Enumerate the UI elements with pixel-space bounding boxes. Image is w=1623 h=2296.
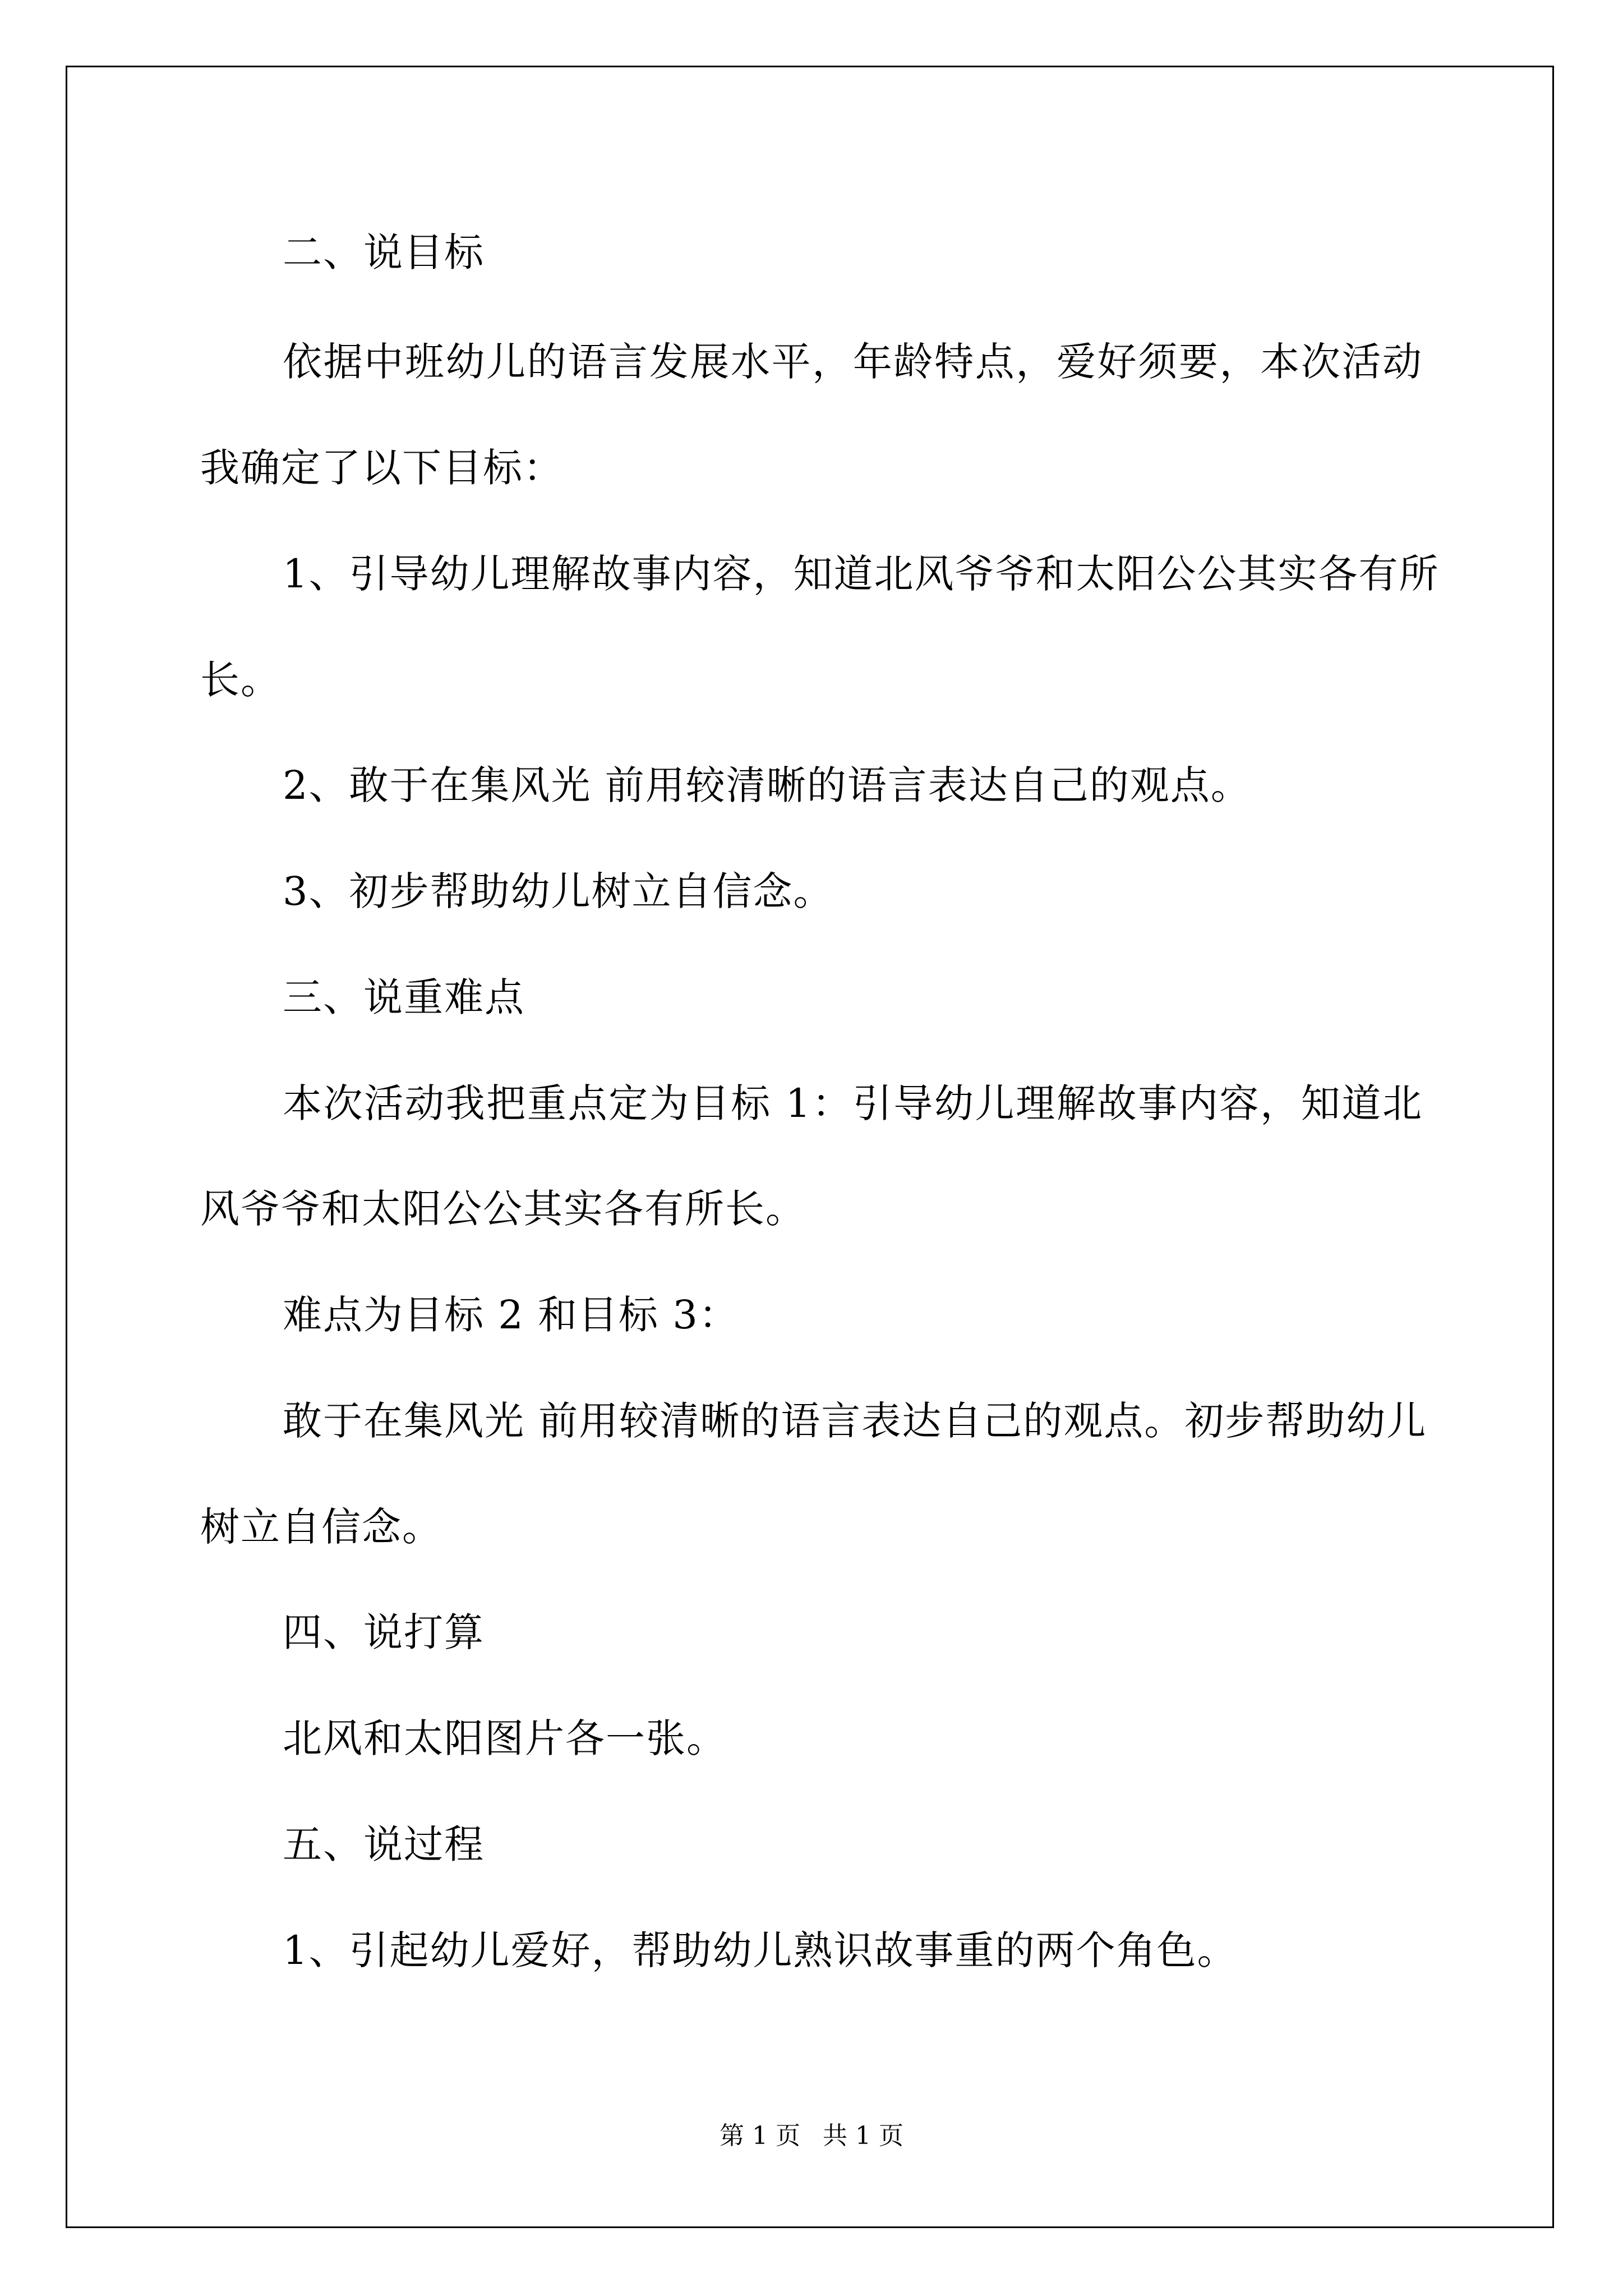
heading-goals: 二、说目标 [283, 229, 485, 275]
goal-item-2: 2、敢于在集风光 前用较清晰的语言表达自己的观点。 [283, 762, 1251, 808]
heading-process: 五、说过程 [283, 1821, 485, 1867]
page-border [66, 66, 1554, 2228]
paragraph-line: 风爷爷和太阳公公其实各有所长。 [200, 1186, 806, 1232]
goal-item-1: 1、引导幼儿理解故事内容，知道北风爷爷和太阳公公其实各有所 [283, 551, 1440, 597]
paragraph-line: 本次活动我把重点定为目标 1：引导幼儿理解故事内容，知道北 [283, 1080, 1423, 1126]
process-item-1: 1、引起幼儿爱好，帮助幼儿熟识故事重的两个角色。 [283, 1927, 1238, 1973]
paragraph-line: 敢于在集风光 前用较清晰的语言表达自己的观点。初步帮助幼儿 [283, 1398, 1427, 1444]
heading-key-points: 三、说重难点 [283, 974, 525, 1020]
goal-item-3: 3、初步帮助幼儿树立自信念。 [283, 868, 834, 914]
paragraph-line: 难点为目标 2 和目标 3： [283, 1292, 739, 1338]
heading-preparation: 四、说打算 [283, 1609, 485, 1655]
page-number: 第 1 页 [720, 2122, 800, 2150]
paragraph-line: 依据中班幼儿的语言发展水平，年龄特点，爱好须要，本次活动 [283, 339, 1423, 385]
paragraph-line: 我确定了以下目标： [200, 445, 564, 491]
paragraph-line: 长。 [200, 657, 281, 703]
page-footer [0, 2119, 1623, 2153]
paragraph-line: 北风和太阳图片各一张。 [283, 1715, 727, 1761]
page-total: 共 1 页 [823, 2122, 903, 2150]
paragraph-line: 树立自信念。 [200, 1504, 442, 1550]
